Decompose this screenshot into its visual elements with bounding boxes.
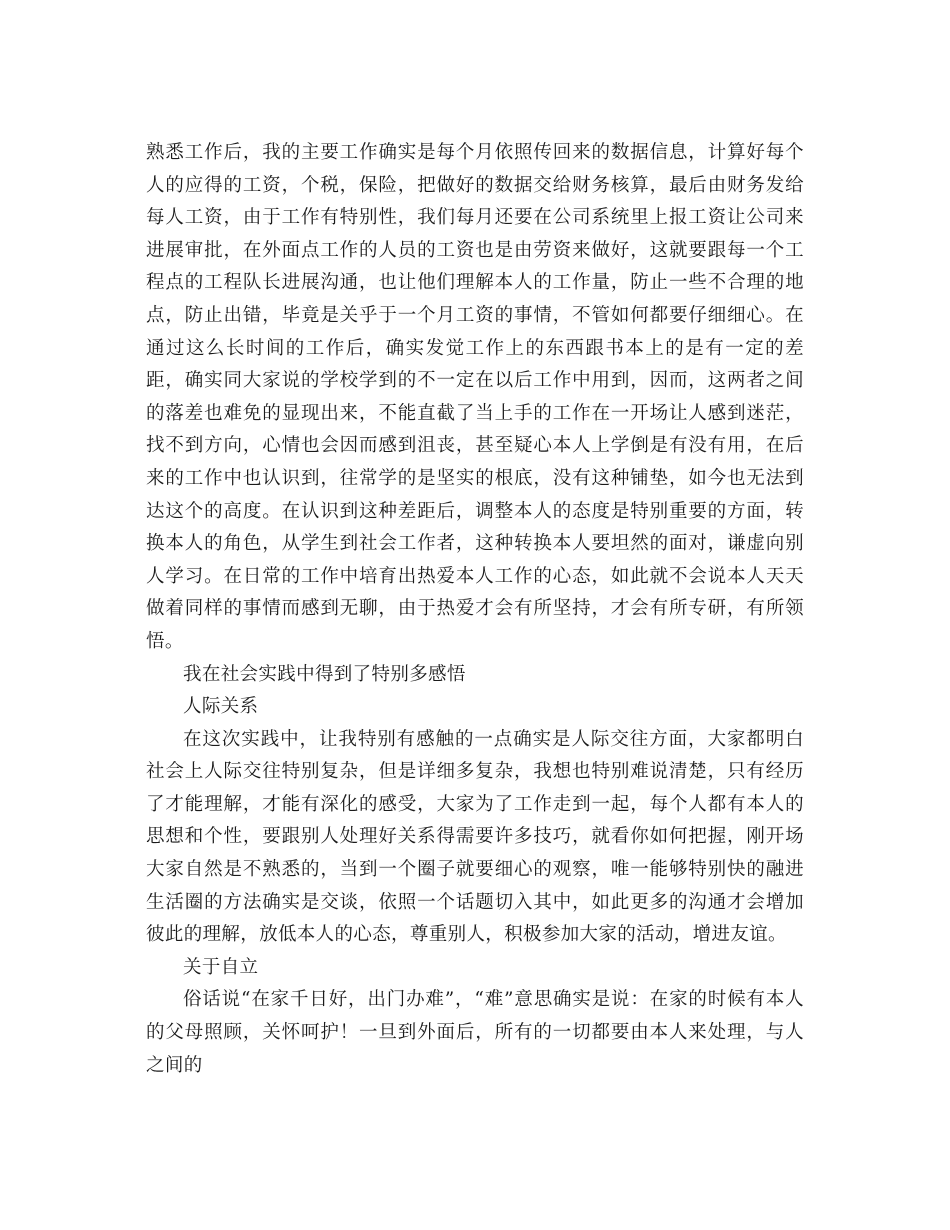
paragraph-independence: 俗话说“在家千日好，出门办难”，“难”意思确实是说：在家的时候有本人的父母照顾，关怀呵护！一旦到外面后，所有的一切都要由本人来处理，与人之间的 bbox=[146, 989, 804, 1076]
heading-independence: 关于自立 bbox=[183, 956, 259, 978]
paragraph-work-experience: 熟悉工作后，我的主要工作确实是每个月依照传回来的数据信息，计算好每个人的应得的工资，个税，保险，把做好的数据交给财务核算，最后由财务发给每人工资，由于工作有特别性，我们每月还要在公司系统里上报工资让公司来进展审批，在外面点工作的人员的工资也是由劳资来做好，这就要跟每一个工程点的工程队长进展沟通，也让他们理解本人的工作量，防止一些不合理的地点，防止出错，毕竟是关乎于一个月工资的事情，不管如何都要仔细细心。在通过这么长时间的工作后，确实发觉工作上的东西跟书本上的是有一定的差距，确实同大家说的学校学到的不一定在以后工作中用到，因而，这两者之间的落差也难免的显现出来，不能直截了当上手的工作在一开场让人感到迷茫，找不到方向，心情也会因而感到沮丧，甚至疑心本人上学倒是有没有用，在后来的工作中也认识到，往常学的是坚实的根底，没有这种铺垫，如今也无法到达这个的高度。在认识到这种差距后，调整本人的态度是特别重要的方面，转换本人的角色，从学生到社会工作者，这种转换本人要坦然的面对，谦虚向别人学习。在日常的工作中培育出热爱本人工作的心态，如此就不会说本人天天做着同样的事情而感到无聊，由于热爱才会有所坚持，才会有所专研，有所领悟。 bbox=[146, 142, 804, 652]
heading-social-practice: 我在社会实践中得到了特别多感悟 bbox=[183, 663, 466, 685]
document-page bbox=[146, 137, 804, 1082]
paragraph-interpersonal: 在这次实践中，让我特别有感触的一点确实是人际交往方面，大家都明白社会上人际交往特别复杂，但是详细多复杂，我想也特别难说清楚，只有经历了才能理解，才能有深化的感受，大家为了工作走到一起，每个人都有本人的思想和个性，要跟别人处理好关系得需要许多技巧，就看你如何把握，刚开场大家自然是不熟悉的，当到一个圈子就要细心的观察，唯一能够特别快的融进生活圈的方法确实是交谈，依照一个话题切入其中，如此更多的沟通才会增加彼此的理解，放低本人的心态，尊重别人，积极参加大家的活动，增进友谊。 bbox=[146, 728, 804, 946]
heading-interpersonal: 人际关系 bbox=[183, 696, 259, 718]
